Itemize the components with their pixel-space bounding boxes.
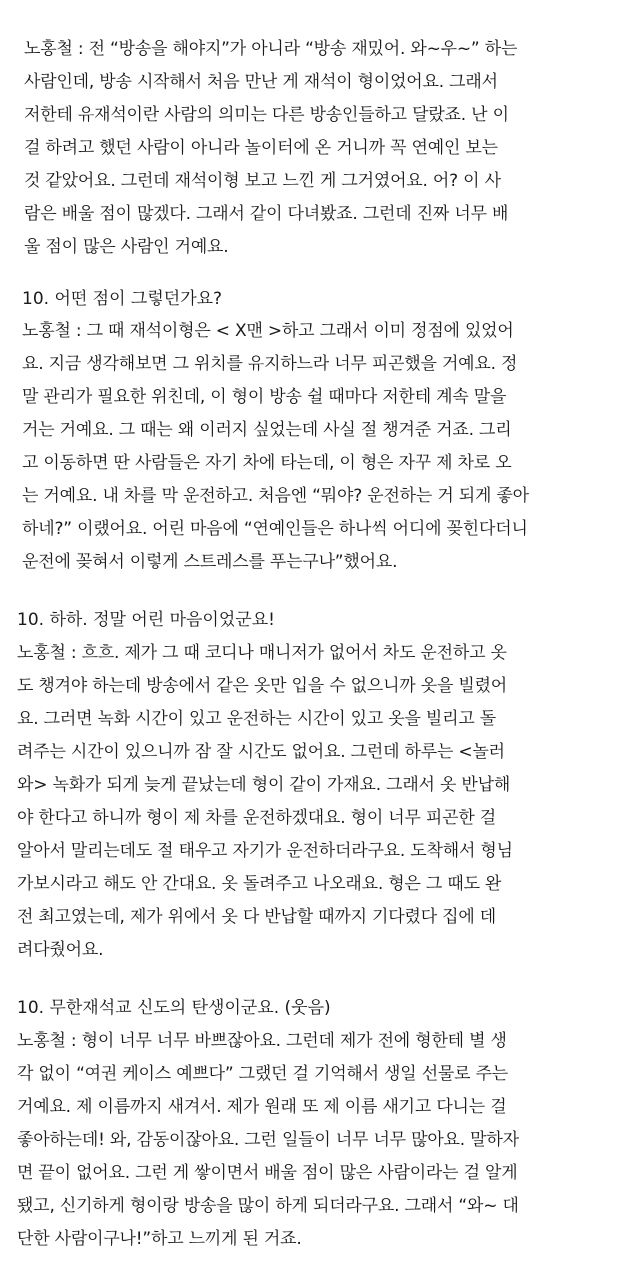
answer-line: 사람인데, 방송 시작해서 처음 만난 게 재석이 형이었어요. 그래서 [24, 72, 498, 92]
answer-line: 걸 하려고 했던 사람이 아니라 놀이터에 온 거니까 꼭 연예인 보는 [24, 138, 498, 158]
answer-line: 노홍철 : 형이 너무 너무 바쁘잖아요. 그런데 제가 전에 형한테 별 생 [17, 1031, 507, 1051]
answer-line: 울 점이 많은 사람인 거예요. [24, 237, 229, 257]
answer-line: 고 이동하면 딴 사람들은 자기 차에 타는데, 이 형은 자꾸 제 차로 오 [22, 453, 512, 473]
answer-line: 됐고, 신기하게 형이랑 방송을 많이 하게 되더라구요. 그래서 “와~ 대 [17, 1196, 519, 1216]
answer-line: 요. 그러면 녹화 시간이 있고 운전하는 시간이 있고 옷을 빌리고 돌 [17, 709, 497, 729]
answer-line: 말 관리가 필요한 위친데, 이 형이 방송 쉴 때마다 저한테 계속 말을 [22, 387, 507, 407]
answer-line: 려다줬어요. [17, 940, 104, 960]
answer-line: 전 최고였는데, 제가 위에서 옷 다 반납할 때까지 기다렸다 집에 데 [17, 907, 497, 927]
answer-line: 하네?” 이랬어요. 어린 마음에 “연예인들은 하나씩 어디에 꽂힌다더니 [22, 519, 528, 539]
answer-line: 요. 지금 생각해보면 그 위치를 유지하느라 너무 피곤했을 거예요. 정 [22, 354, 518, 374]
answer-line: 려주는 시간이 있으니까 잠 잘 시간도 없어요. 그런데 하루는 <놀러 [17, 742, 505, 762]
answer-line: 도 챙겨야 하는데 방송에서 같은 옷만 입을 수 없으니까 옷을 빌렸어 [17, 676, 508, 696]
answer-line: 각 없이 “여권 케이스 예쁘다” 그랬던 걸 기억해서 생일 선물로 주는 [17, 1064, 509, 1084]
answer-line: 운전에 꽂혀서 이렇게 스트레스를 푸는구나”했어요. [22, 552, 398, 572]
answer-line: 단한 사람이구나!”하고 느끼게 된 거죠. [17, 1229, 302, 1249]
answer-line: 저한테 유재석이란 사람의 의미는 다른 방송인들하고 달랐죠. 난 이 [24, 105, 509, 125]
answer-line: 좋아하는데! 와, 감동이잖아요. 그런 일들이 너무 너무 많아요. 말하자 [17, 1130, 519, 1150]
answer-line: 거는 거예요. 그 때는 왜 이러지 싶었는데 사실 절 챙겨준 거죠. 그리 [22, 420, 512, 440]
answer-line: 노홍철 : 그 때 재석이형은 < X맨 >하고 그래서 이미 정점에 있었어 [22, 321, 514, 341]
answer-line: 거예요. 제 이름까지 새겨서. 제가 원래 또 제 이름 새기고 다니는 걸 [17, 1097, 507, 1117]
question-text: 10. 하하. 정말 어린 마음이었군요! [17, 610, 275, 630]
answer-line: 와> 녹화가 되게 늦게 끝났는데 형이 같이 가재요. 그래서 옷 반납해 [17, 775, 511, 795]
answer-line: 노홍철 : 흐흐. 제가 그 때 코디나 매니저가 없어서 차도 운전하고 옷 [17, 643, 507, 663]
question-text: 10. 무한재석교 신도의 탄생이군요. (웃음) [17, 998, 331, 1018]
answer-line: 는 거예요. 내 차를 막 운전하고. 처음엔 “뭐야? 운전하는 거 되게 좋아 [22, 486, 529, 506]
question-text: 10. 어떤 점이 그렇던가요? [22, 289, 223, 309]
answer-line: 야 한다고 하니까 형이 제 차를 운전하겠대요. 형이 너무 피곤한 걸 [17, 808, 497, 828]
answer-line: 것 같았어요. 그런데 재석이형 보고 느낀 게 그거였어요. 어? 이 사 [24, 171, 501, 191]
answer-line: 노홍철 : 전 “방송을 해야지”가 아니라 “방송 재밌어. 와~우~” 하는 [24, 39, 518, 59]
answer-line: 면 끝이 없어요. 그런 게 쌓이면서 배울 점이 많은 사람이라는 걸 알게 [17, 1163, 518, 1183]
answer-line: 람은 배울 점이 많겠다. 그래서 같이 다녀봤죠. 그런데 진짜 너무 배 [24, 204, 509, 224]
answer-line: 알아서 말리는데도 절 태우고 자기가 운전하더라구요. 도착해서 형님 [17, 841, 513, 861]
answer-line: 가보시라고 해도 안 간대요. 옷 돌려주고 나오래요. 형은 그 때도 완 [17, 874, 502, 894]
